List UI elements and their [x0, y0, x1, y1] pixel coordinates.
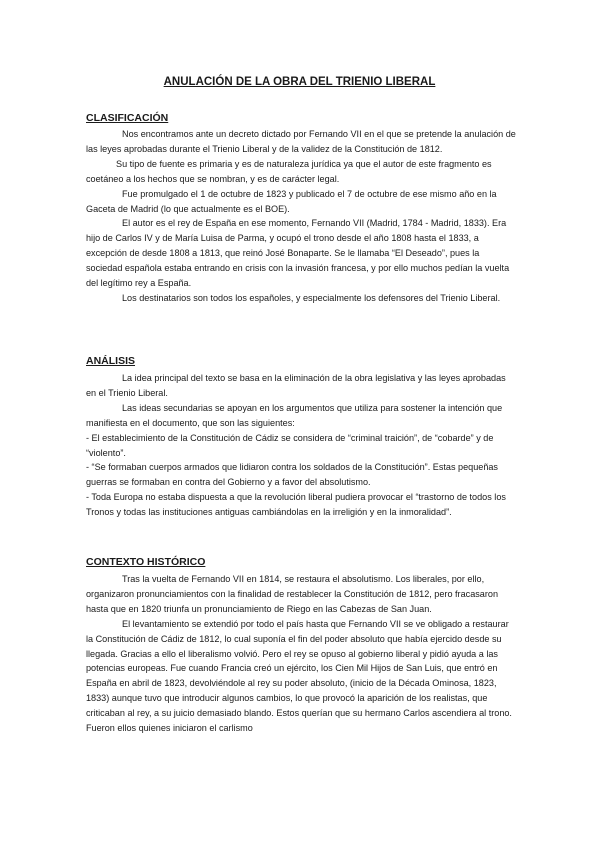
- paragraph: Fue promulgado el 1 de octubre de 1823 y publicado el 7 de octubre de ese mismo año en la Gaceta de Madrid (lo que actualmente es el BOE).: [86, 188, 497, 214]
- document-title: ANULACIÓN DE LA OBRA DEL TRIENIO LIBERAL: [163, 76, 436, 88]
- paragraph: El autor es el rey de España en ese momento, Fernando VII (Madrid, 1784 - Madrid, 1833). Era hijo de Carlos IV y de María Luisa de Parma, y ocupó el trono desde el año 1808 hasta el 1833, a excepción de desde 1808 a 1813, que reinó José Bonaparte. Se le llamaba “El Deseado”, pues la sociedad española estaba entrando en crisis con la invasión francesa, y por ello muchos pedían la vuelta del legítimo rey a España.: [86, 218, 510, 289]
- section-body-clasificacion: [86, 127, 516, 306]
- list-item: - “Se formaban cuerpos armados que lidiaron contra los soldados de la Constitución”. Estas pequeñas guerras se formaban en contra del Gobierno y a favor del absolutismo.: [86, 462, 498, 488]
- section-heading-contexto: CONTEXTO HISTÓRICO: [86, 556, 206, 568]
- section-body-contexto: [86, 572, 516, 736]
- paragraph: Las ideas secundarias se apoyan en los argumentos que utiliza para sostener la intención que manifiesta en el documento, que son las siguientes:: [86, 402, 503, 428]
- paragraph: El levantamiento se extendió por todo el país hasta que Fernando VII se ve obligado a restaurar la Constitución de Cádiz de 1812, lo cual suponía el fin del poder absoluto que había ejercido desde su llegada. Gracias a ello el liberalismo volvió. Pero el rey se opuso al gobierno liberal y pidió ayuda a las potencias europeas. Fue cuando Francia creó un ejército, los Cien Mil Hijos de San Luis, que entró en España en abril de 1823, devolviéndole al rey su poder absoluto, (inicio de la Década Ominosa, 1823, 1833) aunque tuvo que introducir algunos cambios, lo que provocó la aparición de los realistas, que criticaban al rey, a su juicio demasiado blando. Estos querían que su hermano Carlos ascendiera al trono. Fueron ellos quienes iniciaron el carlismo: [86, 618, 512, 734]
- paragraph: Los destinatarios son todos los españoles, y especialmente los defensores del Trienio Liberal.: [122, 292, 501, 303]
- paragraph: Tras la vuelta de Fernando VII en 1814, se restaura el absolutismo. Los liberales, por ello, organizaron pronunciamientos con la finalidad de restablecer la Constitución de 1812, pero fracasaron hasta que en 1820 triunfa un pronunciamiento de Riego en las Cabezas de San Juan.: [86, 574, 498, 614]
- section-heading-clasificacion: CLASIFICACIÓN: [86, 112, 169, 124]
- section-heading-analisis: ANÁLISIS: [86, 355, 136, 367]
- list-item: - Toda Europa no estaba dispuesta a que la revolución liberal pudiera provocar el “trastorno de todos los Tronos y todas las instituciones antiguas cambiándolas en la irreligión y en la inmoralidad”.: [86, 492, 506, 518]
- paragraph: Nos encontramos ante un decreto dictado por Fernando VII en el que se pretende la anulación de las leyes aprobadas durante el Trienio Liberal y de la validez de la Constitución de 1812.: [86, 129, 516, 154]
- section-body-analisis: [86, 371, 516, 520]
- paragraph: Su tipo de fuente es primaria y es de naturaleza jurídica ya que el autor de este fragmento es coetáneo a los hechos que se nombran, y es de carácter legal.: [86, 158, 492, 184]
- list-item: - El establecimiento de la Constitución de Cádiz se considera de “criminal traición”, de “cobarde” y de “violento”.: [86, 432, 494, 458]
- paragraph: La idea principal del texto se basa en la eliminación de la obra legislativa y las leyes aprobadas en el Trienio Liberal.: [86, 373, 506, 398]
